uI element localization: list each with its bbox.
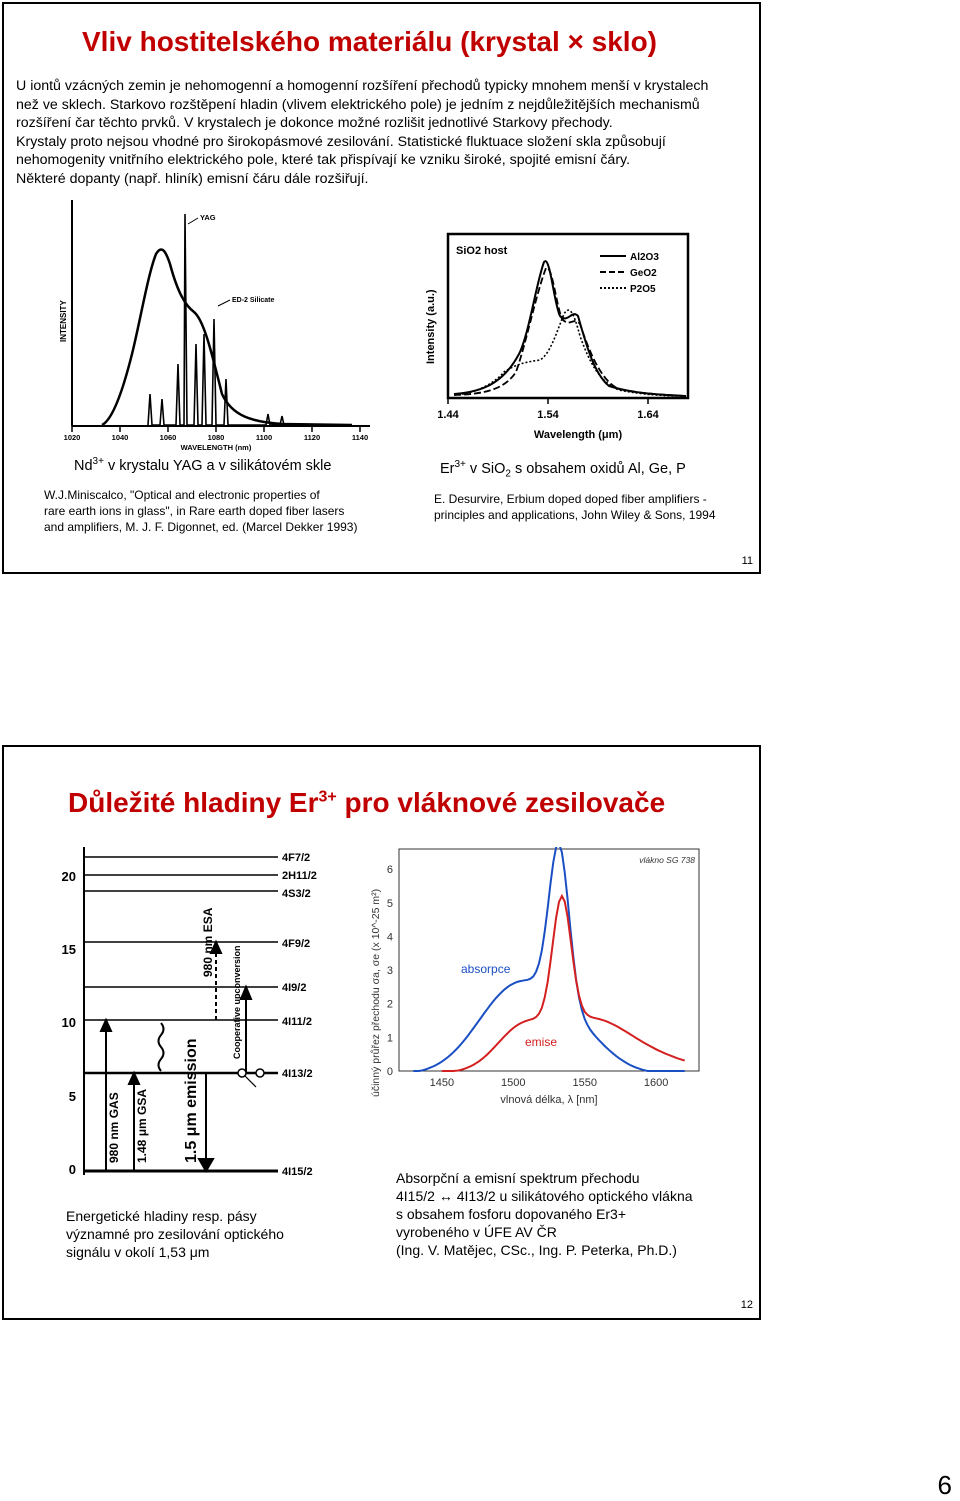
level-label: 4F9/2 — [282, 938, 311, 950]
para-line: Některé dopanty (např. hliník) emisní čáru dále rozšiřují. — [16, 170, 369, 187]
legend-item: Al2O3 — [630, 252, 659, 263]
caption-nd: $Nd^{3+}$ v krystalu YAG a v silikátovém skle — [74, 456, 332, 474]
y-tick: 10 — [61, 1015, 76, 1030]
para-line: rozšíření čar těchto prvků. V krystalech je dokonce možné rozlišit jednotlivé Starkovy přechody. — [16, 115, 613, 131]
x-tick: 1020 — [63, 433, 81, 442]
level-label: 4S3/2 — [282, 888, 311, 900]
x-tick: 1500 — [501, 1077, 526, 1089]
cross-section-chart — [349, 847, 709, 1127]
x-tick: 1450 — [429, 1077, 455, 1089]
nd-spectrum-figure — [52, 194, 382, 454]
caption-er: $Er^{3+}$ v SiO$_2$ s obsahem oxidů Al, Ge, P — [440, 459, 686, 480]
x-tick: 1.44 — [437, 409, 459, 421]
absorpce-label: absorpce — [461, 962, 511, 976]
x-axis-label: vlnová délka, λ [nm] — [500, 1094, 598, 1106]
y-tick: 15 — [61, 942, 76, 957]
y-tick: 1 — [386, 1032, 393, 1045]
fiber-label: vlákno SG 738 — [639, 855, 695, 865]
reference-desurvire: E. Desurvire, Erbium doped doped fiber amplifiers - principles and applications, John Wiley & Sons, 1994 — [434, 492, 716, 522]
level-label: 4I9/2 — [282, 982, 307, 994]
level-label: 2H11/2 — [282, 870, 317, 882]
y-tick: 0 — [386, 1066, 393, 1078]
reference-miniscalco: W.J.Miniscalco, "Optical and electronic properties of rare earth ions in glass", in Rare earth doped fiber lasers and amplifiers, M. J. F. Digonnet, ed. (Marcel Dekker 1993) — [44, 488, 358, 534]
emise-curve — [442, 896, 685, 1071]
y-tick: 5 — [68, 1089, 76, 1104]
para-line: Krystaly proto nejsou vhodné pro širokopásmové zesilování. Statistické fluktuace složení skla způsobují — [16, 133, 666, 150]
para-line: U iontů vzácných zemin je nehomogenní a homogenní rozšíření přechodů typicky mnohem menší v krystalech — [16, 78, 709, 94]
x-tick: 1600 — [643, 1077, 669, 1089]
x-tick: 1060 — [159, 433, 177, 442]
x-axis-label: Wavelength (μm) — [533, 429, 623, 441]
x-tick: 1140 — [351, 433, 369, 442]
y-tick: 6 — [386, 864, 393, 877]
page-number: 6 — [937, 1470, 952, 1500]
y-tick: 4 — [386, 931, 393, 944]
upconversion-label: Cooperative upconversion — [232, 945, 242, 1059]
caption-energy-levels: Energetické hladiny resp. pásy významné pro zesilování optického signálu v okolí 1,53 μm — [66, 1208, 284, 1260]
emise-label: emise — [525, 1035, 558, 1049]
ed2-label: ED-2 Silicate — [232, 297, 275, 304]
slide-number: 11 — [741, 555, 753, 567]
y-tick: 5 — [386, 897, 393, 910]
level-label: 4I13/2 — [282, 1068, 313, 1080]
x-tick: 1080 — [207, 433, 225, 442]
x-tick: 1.54 — [537, 409, 559, 421]
level-label: 4I15/2 — [282, 1166, 313, 1178]
x-tick: 1550 — [572, 1077, 597, 1089]
y-axis-label: Intensity (a.u.) — [425, 289, 437, 364]
y-axis-label: účinný průřez přechodu σa, σe (x 10^-25 m²) — [370, 888, 382, 1097]
slide-12 — [2, 745, 761, 1320]
y-tick: 2 — [386, 998, 393, 1011]
caption-cross-section: Absorpční a emisní spektrum přechodu 4I15/2 ↔ 4I13/2 u silikátového optického vlákna s obsahem fosforu dopovaného Er3+ vyrobeného v ÚFE AV ČR (Ing. V. Matějec, CSc., Ing. P. Peterka, Ph.D.) — [396, 1170, 693, 1258]
legend — [600, 252, 659, 295]
x-axis-label: WAVELENGTH (nm) — [180, 443, 252, 452]
intro-paragraph — [16, 77, 756, 188]
gas-label: 980 nm GAS — [107, 1092, 121, 1163]
gsa-label: 1.48 μm GSA — [135, 1088, 149, 1163]
x-tick: 1120 — [303, 433, 321, 442]
yag-label: YAG — [200, 213, 216, 222]
y-axis-label: INTENSITY — [59, 300, 68, 342]
al2o3-curve — [454, 261, 686, 396]
slide-number: 12 — [740, 1299, 753, 1311]
legend-item: GeO2 — [630, 268, 657, 279]
level-label: 4I11/2 — [282, 1016, 312, 1028]
yag-curve — [148, 214, 284, 425]
x-tick: 1100 — [255, 433, 273, 442]
x-tick: 1040 — [111, 433, 129, 442]
y-tick: 20 — [61, 869, 76, 884]
slide-title: Důležité hladiny $Er^{3+}$ pro vláknové zesilovače — [68, 787, 666, 818]
emission-label: 1.5 μm emission — [183, 1038, 200, 1163]
esa-label: 980 nm ESA — [201, 907, 215, 977]
para-line: nehomogenity vnitřního elektrického pole, které tak přispívají ke vzniku široké, spojité emisní čáry. — [16, 152, 631, 168]
level-label: 4F7/2 — [282, 852, 311, 864]
y-tick: 3 — [386, 965, 393, 978]
slide-title: Vliv hostitelského materiálu (krystal × sklo) — [82, 26, 657, 57]
slide-11 — [2, 2, 761, 574]
host-label: SiO2 host — [456, 245, 508, 257]
er-sio2-figure — [404, 224, 704, 444]
x-tick: 1.64 — [637, 409, 659, 421]
energy-level-diagram — [56, 837, 346, 1187]
y-tick: 0 — [68, 1162, 76, 1177]
para-line: než ve sklech. Starkovo rozštěpení hladin (vlivem elektrického pole) je jedním z nejdůležitějších mechanismů — [16, 96, 700, 113]
legend-item: P2O5 — [630, 284, 656, 295]
